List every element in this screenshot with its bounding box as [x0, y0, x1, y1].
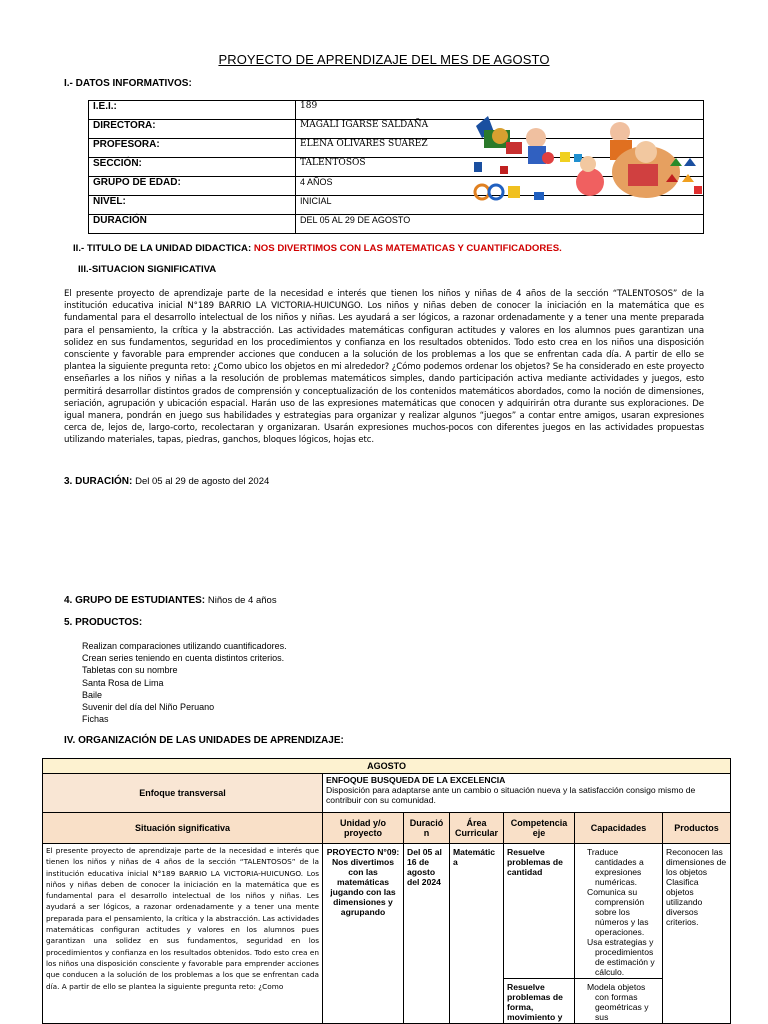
section-organizacion: IV. ORGANIZACIÓN DE LAS UNIDADES DE APRENDIZAJE: [64, 735, 344, 746]
table-row [43, 774, 731, 813]
list-item: Suvenir del día del Niño Peruano [82, 702, 215, 713]
situacion-paragraph: El presente proyecto de aprendizaje parte de la necesidad e interés que tienen los niños y niñas de 4 años de la sección “TALENTOSOS” de la institución educativa inicial N°189 BARRIO LA VICTORIA-HUICUNGO. Los niños y niñas deben de conocer la iniciación en la matemática que es fundamental para el desarrollo intelectual de los niños y niñas. Les ayudará a ser lógicos, a razonar ordenadamente y a tener una mente preparada para el pensamiento, la crítica y la abstracción. Las actividades matemáticas configuran actitudes y valores en los alumnos pues garantizan una solidez en sus fundamentos, seguridad en los procedimientos y confianza en los resultados obtenidos. Todo esto crea en los niños una disposición consciente y favorable para emprender acciones que conducen a la solución de los problemas a los que se enfrentan cada día. A partir de ello se plantea la siguiente pregunta reto: ¿Como ubico los objetos en mi alrededor? ¿Cómo podemos ordenar los objetos? Se ha considerado en este proyecto enseñarles a los niños y niñas a la resolución de problemas matemáticos simples, dando participación activa mediante actividades y juegos, esto permitirá desarrollar distintos grados de comprensión y conceptualización de los contenidos matemáticos abordados, como la noción de dimensiones, seriación, agrupación y ubicación espacial. Harán uso de las expresiones matemáticas que conocen y adquirirán otra durante sus exploraciones. De igual manera, pondrán en juego sus habilidades y estrategias para organizar y realizar algunos “juegos” a contar entre amigos, usaran expresiones cerca de, lejos de, largo-corto, recolectaran y organizaran. Usarán expresiones muchos-pocos con diferentes juegos en las actividades propuestas utilizando materiales, tapas, piedras, ganchos, bloques lógicos, hojas etc. [64, 289, 704, 446]
list-item: Realizan comparaciones utilizando cuantificadores. [82, 641, 287, 651]
list-item: Traduce cantidades a expresiones numéricas. [587, 847, 644, 887]
info-row [89, 215, 704, 234]
table-row [43, 759, 731, 774]
area-cell: Matemátic a [450, 844, 504, 1024]
column-header: Productos [663, 813, 731, 844]
enfoque-cell [323, 774, 731, 813]
list-item: Fichas [82, 714, 109, 725]
titulo-label: II.- TITULO DE LA UNIDAD DIDACTICA: [73, 243, 252, 254]
column-header: Situación significativa [43, 813, 323, 844]
column-header: Competencia eje [504, 813, 575, 844]
list-item: Tabletas con su nombre [82, 665, 178, 676]
unidad-cell: PROYECTO N°09: Nos divertimos con las matemáticas jugando con las dimensiones y agrupando [323, 844, 404, 1024]
info-value: INICIAL [296, 196, 704, 215]
capacidades-cell [575, 844, 663, 979]
info-value: TALENTOSOS [296, 158, 704, 177]
competencia-cell: Resuelve problemas de forma, movimiento y [504, 979, 575, 1024]
capacidades-list [578, 982, 659, 1022]
titulo-value: NOS DIVERTIMOS CON LAS MATEMATICAS Y CUANTIFICADORES. [253, 243, 562, 254]
situacion-cell: El presente proyecto de aprendizaje parte de la necesidad e interés que tienen los niños y niñas de 4 años de la sección “TALENTOSOS” de la institución educativa inicial N°189 BARRIO LA VICTORIA-HUICUNGO. Los niños y niñas deben de conocer la iniciación en la matemática que es fundamental para el desarrollo intelectual de los niños y niñas. Les ayudará a ser lógicos, a razonar ordenadamente y a tener una mente preparada para el pensamiento, la crítica y la abstracción. Las actividades matemáticas configuran actitudes y valores en los alumnos pues garantizan una solidez en sus fundamentos, seguridad en los procedimientos y confianza en los resultados obtenidos. Todo esto crea en los niños una disposición consciente y favorable para emprender acciones que conducen a la solución de los problemas a los que se enfrentan cada día. A partir de ello se plantea la siguiente pregunta reto: ¿Como [43, 844, 323, 1024]
info-key: GRUPO DE EDAD: [89, 177, 296, 196]
month-header: AGOSTO [43, 759, 731, 774]
info-key: SECCIÓN: [89, 158, 296, 177]
column-header: Capacidades [575, 813, 663, 844]
section-situacion: III.-SITUACION SIGNIFICATIVA [78, 264, 217, 275]
productos-list [82, 640, 287, 725]
info-key: PROFESORA: [89, 139, 296, 158]
capacidades-cell [575, 979, 663, 1024]
info-key: DURACIÓN [89, 215, 296, 234]
page-title: PROYECTO DE APRENDIZAJE DEL MES DE AGOSTO [218, 52, 550, 67]
grupo-item [64, 595, 277, 606]
info-key: I.E.I.: [89, 101, 296, 120]
grupo-value: Niños de 4 años [207, 595, 277, 606]
capacidades-list [578, 847, 659, 977]
list-item: Santa Rosa de Lima [82, 677, 164, 688]
duracion-value: Del 05 al 29 de agosto del 2024 [135, 476, 270, 487]
info-key: NIVEL: [89, 196, 296, 215]
productos-label: 5. PRODUCTOS: [64, 617, 143, 628]
productos-cell: Reconocen las dimensiones de los objetos Clasifica objetos utilizando diversos criterios. [663, 844, 731, 1024]
info-value: MAGALI IGARSE SALDAÑA [296, 120, 704, 139]
table-row [43, 813, 731, 844]
children-toys-illustration [470, 112, 704, 216]
duracion-label: 3. DURACIÓN: [64, 476, 133, 487]
info-value: 189 [296, 101, 704, 120]
enfoque-label: Enfoque transversal [43, 774, 323, 813]
enfoque-desc: Disposición para adaptarse ante un cambio o situación nueva y la satisfacción consigo mismo de contribuir con su comunidad. [326, 785, 696, 805]
column-header: Duració n [404, 813, 450, 844]
section-titulo [73, 243, 562, 254]
column-header: Área Curricular [450, 813, 504, 844]
section-datos-informativos: I.- DATOS INFORMATIVOS: [64, 78, 192, 89]
info-value: ELENA OLIVARES SUAREZ [296, 139, 704, 158]
productos-heading [64, 617, 142, 628]
info-key: DIRECTORA: [89, 120, 296, 139]
list-item: Comunica su comprensión sobre los números y las operaciones. [587, 887, 649, 937]
info-value: DEL 05 AL 29 DE AGOSTO [296, 215, 704, 234]
table-row [43, 844, 731, 979]
list-item: Crean series teniendo en cuenta distintos criterios. [82, 653, 285, 664]
competencia-cell: Resuelve problemas de cantidad [504, 844, 575, 979]
organizacion-table [42, 758, 731, 1024]
duracion-item [64, 476, 269, 487]
list-item: Usa estrategias y procedimientos de estimación y cálculo. [587, 937, 655, 977]
list-item: Modela objetos con formas geométricas y sus [587, 982, 649, 1022]
list-item: Baile [82, 689, 103, 700]
info-value: 4 AÑOS [296, 177, 704, 196]
grupo-label: 4. GRUPO DE ESTUDIANTES: [64, 595, 206, 606]
enfoque-title: ENFOQUE BUSQUEDA DE LA EXCELENCIA [326, 775, 506, 785]
duracion-cell: Del 05 al 16 de agosto del 2024 [404, 844, 450, 1024]
column-header: Unidad y/o proyecto [323, 813, 404, 844]
